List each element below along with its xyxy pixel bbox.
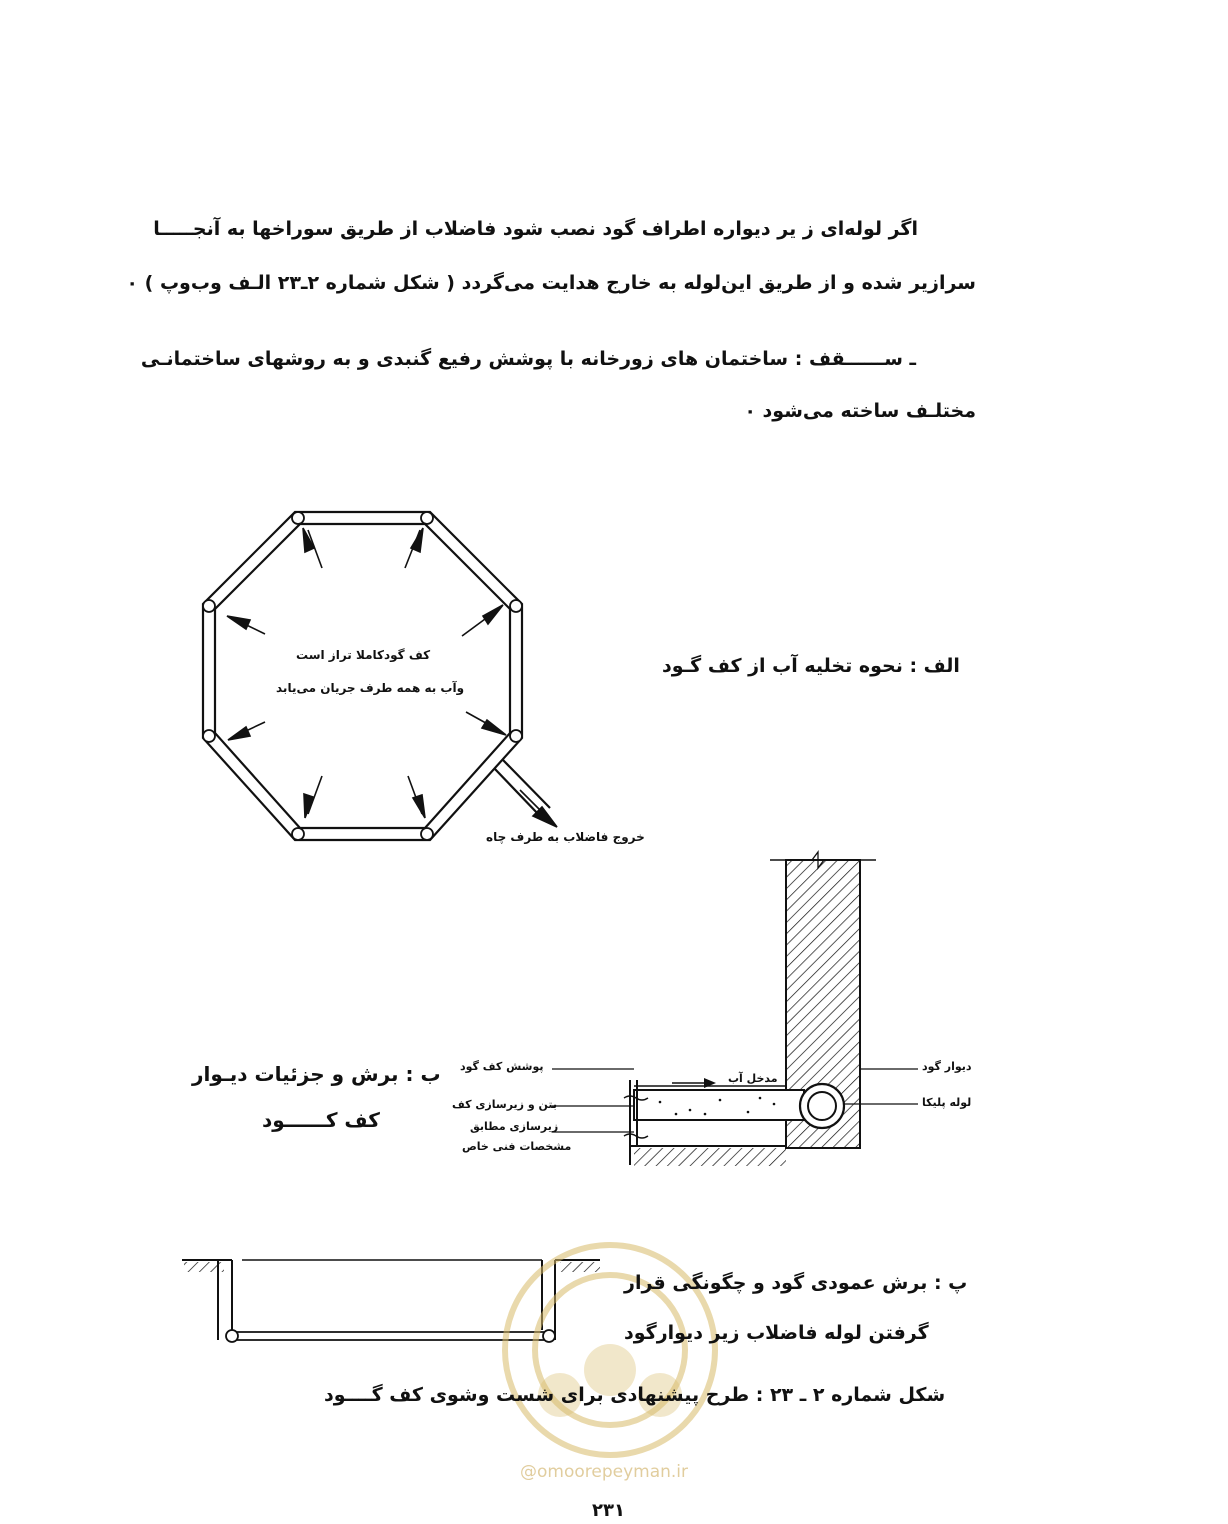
outlet-label: خروج فاضلاب به طرف چاه — [486, 830, 645, 844]
figure-b-caption-1: ب : برش و جزئیات دیـوار — [192, 1062, 441, 1086]
label-water-inlet: مدخل آب — [728, 1072, 778, 1085]
paragraph-line-2: سرازیر شده و از طریق این‌لوله به خارج هدایت می‌گردد ( شکل شماره ۲ـ۲۳ الـف وب‌وپ ) ۰ — [126, 272, 976, 294]
paragraph-line-4: مختلـف ساخته می‌شود ۰ — [744, 400, 976, 422]
figure-caption: شکل شماره ۲ ـ ۲۳ : طرح پیشنهادی برای شست وشوی کف گــــود — [324, 1384, 946, 1406]
paragraph-line-1: اگر لوله‌ای ز یر دیواره اطراف گود نصب شود فاضلاب از طریق سوراخها به آنجـــــا — [153, 218, 918, 240]
figure-c-caption-1: پ : برش عمودی گود و چگونگی قرار — [624, 1272, 968, 1294]
paragraph-line-3: ـ ســــــقف : ساختمان های زورخانه با پوشش رفیع گنبدی و به روشهای ساختمانـی — [140, 348, 916, 370]
figure-c-caption-2: گرفتن لوله فاضلاب زیر دیوارگود — [624, 1322, 929, 1344]
figure-b-caption-2: کف کــــــود — [262, 1108, 380, 1132]
label-pipe: لوله پلیکا — [922, 1096, 972, 1109]
octagon-center-text-2: وآب به همه طرف جریان می‌یابد — [276, 681, 465, 695]
label-floor-cover: پوشش کف گود — [460, 1060, 544, 1073]
label-concrete-base: بتن و زیرسازی کف — [452, 1098, 558, 1111]
label-subgrade-1: زیرسازی مطابق — [470, 1120, 559, 1133]
label-wall: دیوار گود — [922, 1060, 972, 1073]
page-number: ۲۳۱ — [592, 1500, 625, 1521]
watermark-text: @omoorepeyman.ir — [520, 1462, 689, 1482]
label-subgrade-2: مشخصات فنی خاص — [462, 1140, 572, 1153]
figure-a-caption: الف : نحوه تخلیه آب از کف گـود — [662, 655, 960, 677]
octagon-center-text-1: کف گودکاملا تراز است — [296, 648, 431, 662]
